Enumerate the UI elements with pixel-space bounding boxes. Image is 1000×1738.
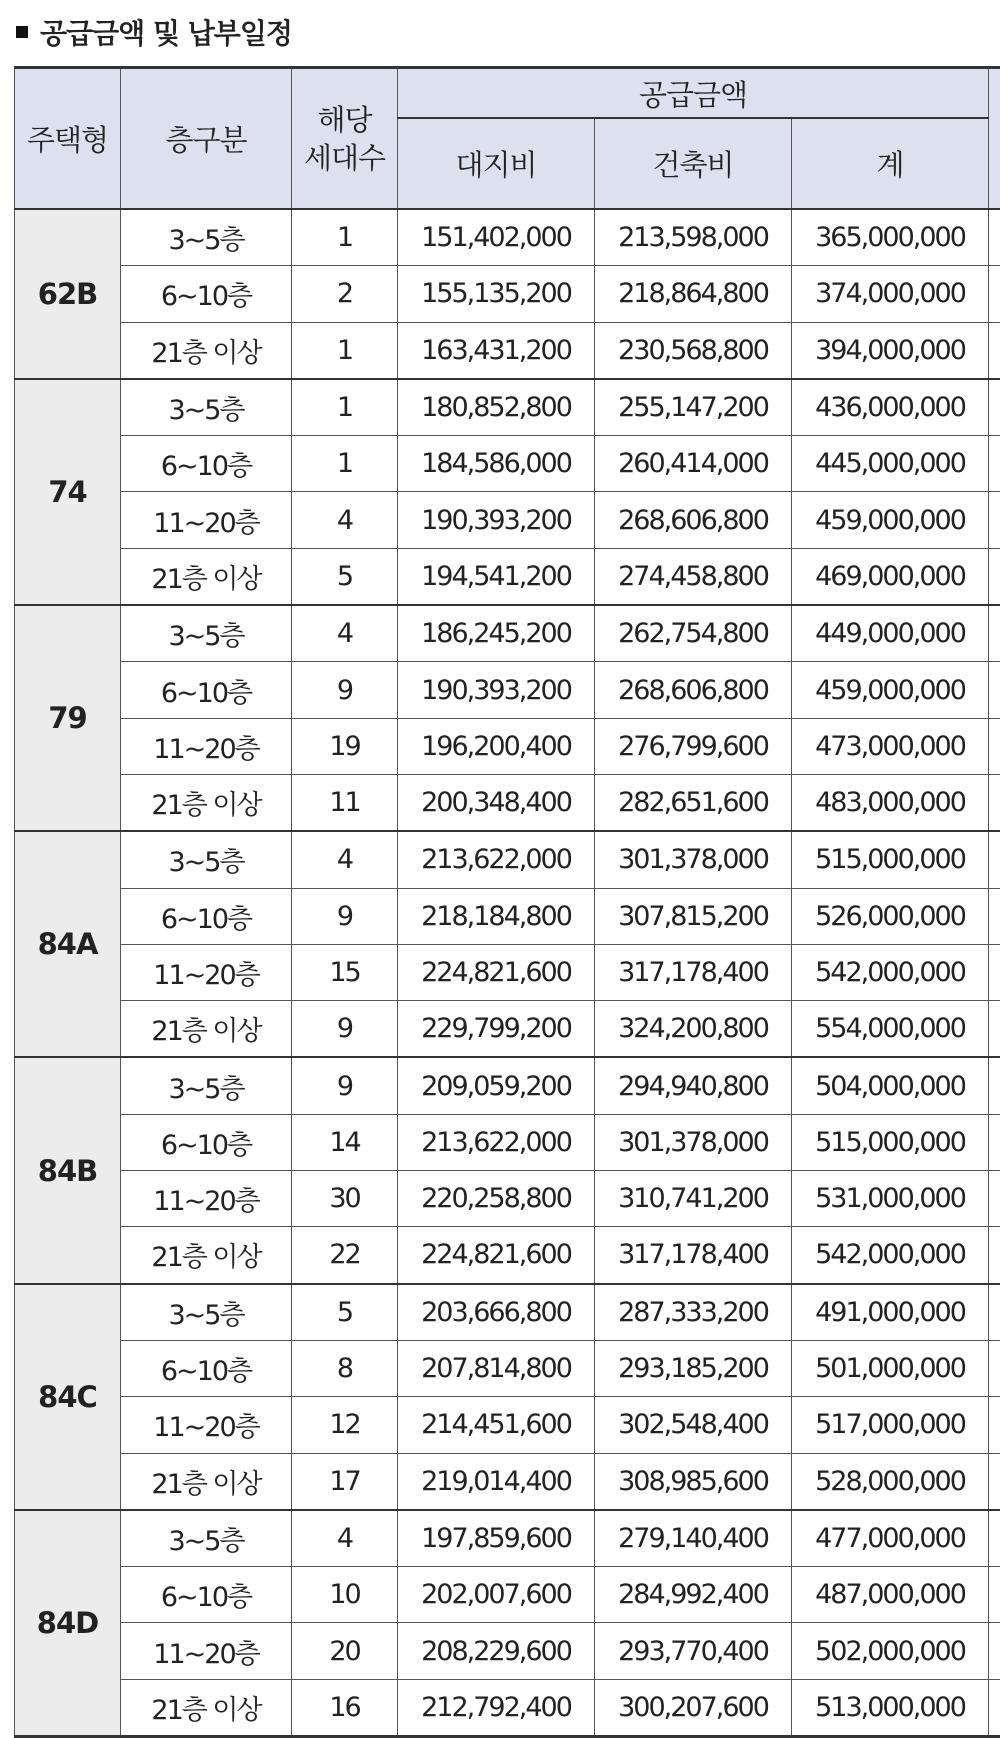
cell-type: 84C bbox=[15, 1284, 121, 1510]
cell-units: 1 bbox=[292, 322, 398, 379]
cell-floor: 3~5층 bbox=[121, 1057, 292, 1114]
cell-floor: 6~10층 bbox=[121, 888, 292, 944]
cell-cutoff bbox=[989, 266, 1000, 322]
cell-land: 202,007,600 bbox=[398, 1567, 595, 1623]
cell-floor: 21층 이상 bbox=[121, 1453, 292, 1510]
cell-total: 501,000,000 bbox=[792, 1340, 989, 1396]
cell-units: 9 bbox=[292, 662, 398, 718]
table-row bbox=[15, 1001, 1000, 1058]
table-row bbox=[15, 548, 1000, 605]
section-title: 공급금액 및 납부일정 bbox=[40, 17, 292, 50]
cell-floor: 6~10층 bbox=[121, 266, 292, 322]
cell-floor: 6~10층 bbox=[121, 1340, 292, 1396]
cell-units: 4 bbox=[292, 831, 398, 888]
cell-building: 284,992,400 bbox=[595, 1567, 792, 1623]
cell-land: 196,200,400 bbox=[398, 718, 595, 774]
cell-building: 310,741,200 bbox=[595, 1171, 792, 1227]
cell-floor: 3~5층 bbox=[121, 605, 292, 662]
cell-building: 274,458,800 bbox=[595, 548, 792, 605]
cell-total: 449,000,000 bbox=[792, 605, 989, 662]
cell-floor: 3~5층 bbox=[121, 379, 292, 436]
cell-land: 186,245,200 bbox=[398, 605, 595, 662]
table-body bbox=[15, 209, 1000, 1737]
cell-total: 513,000,000 bbox=[792, 1679, 989, 1736]
cell-building: 294,940,800 bbox=[595, 1057, 792, 1114]
square-bullet-icon bbox=[16, 26, 28, 38]
cell-land: 213,622,000 bbox=[398, 831, 595, 888]
cell-total: 473,000,000 bbox=[792, 718, 989, 774]
table-row bbox=[15, 209, 1000, 266]
table-row bbox=[15, 379, 1000, 436]
cell-floor: 6~10층 bbox=[121, 1567, 292, 1623]
cell-total: 483,000,000 bbox=[792, 774, 989, 831]
cell-land: 180,852,800 bbox=[398, 379, 595, 436]
table-row bbox=[15, 1227, 1000, 1284]
cell-units: 30 bbox=[292, 1171, 398, 1227]
cell-total: 517,000,000 bbox=[792, 1397, 989, 1453]
section-heading bbox=[16, 12, 292, 52]
cell-building: 293,185,200 bbox=[595, 1340, 792, 1396]
table-row bbox=[15, 1171, 1000, 1227]
cell-land: 218,184,800 bbox=[398, 888, 595, 944]
cell-total: 459,000,000 bbox=[792, 662, 989, 718]
table-row bbox=[15, 1567, 1000, 1623]
cell-units: 15 bbox=[292, 944, 398, 1000]
cell-land: 224,821,600 bbox=[398, 944, 595, 1000]
cell-land: 203,666,800 bbox=[398, 1284, 595, 1341]
cell-type: 62B bbox=[15, 209, 121, 379]
cell-total: 542,000,000 bbox=[792, 1227, 989, 1284]
header-units-label: 해당 세대수 bbox=[303, 102, 386, 175]
cell-cutoff bbox=[989, 831, 1000, 888]
cell-building: 300,207,600 bbox=[595, 1679, 792, 1736]
table-row bbox=[15, 1114, 1000, 1170]
cell-land: 208,229,600 bbox=[398, 1623, 595, 1679]
cell-units: 11 bbox=[292, 774, 398, 831]
cell-units: 9 bbox=[292, 888, 398, 944]
table-row bbox=[15, 1340, 1000, 1396]
cell-building: 317,178,400 bbox=[595, 944, 792, 1000]
table-row bbox=[15, 492, 1000, 548]
cell-building: 308,985,600 bbox=[595, 1453, 792, 1510]
cell-total: 515,000,000 bbox=[792, 1114, 989, 1170]
cell-cutoff bbox=[989, 1001, 1000, 1058]
cell-units: 16 bbox=[292, 1679, 398, 1736]
cell-land: 200,348,400 bbox=[398, 774, 595, 831]
cell-floor: 11~20층 bbox=[121, 1397, 292, 1453]
cell-building: 279,140,400 bbox=[595, 1510, 792, 1567]
cell-land: 207,814,800 bbox=[398, 1340, 595, 1396]
cell-land: 184,586,000 bbox=[398, 436, 595, 492]
cell-land: 220,258,800 bbox=[398, 1171, 595, 1227]
cell-floor: 11~20층 bbox=[121, 944, 292, 1000]
cell-cutoff bbox=[989, 209, 1000, 266]
table-row bbox=[15, 944, 1000, 1000]
cell-cutoff bbox=[989, 888, 1000, 944]
cell-units: 5 bbox=[292, 548, 398, 605]
cell-land: 197,859,600 bbox=[398, 1510, 595, 1567]
cell-cutoff bbox=[989, 774, 1000, 831]
table-row bbox=[15, 322, 1000, 379]
cell-building: 302,548,400 bbox=[595, 1397, 792, 1453]
table-row bbox=[15, 1453, 1000, 1510]
cell-cutoff bbox=[989, 605, 1000, 662]
cell-land: 212,792,400 bbox=[398, 1679, 595, 1736]
cell-cutoff bbox=[989, 1227, 1000, 1284]
cell-units: 22 bbox=[292, 1227, 398, 1284]
header-supply-group: 공급금액 bbox=[398, 68, 989, 119]
table-row bbox=[15, 1284, 1000, 1341]
cell-units: 9 bbox=[292, 1057, 398, 1114]
cell-total: 445,000,000 bbox=[792, 436, 989, 492]
cell-total: 528,000,000 bbox=[792, 1453, 989, 1510]
cell-building: 301,378,000 bbox=[595, 1114, 792, 1170]
cell-cutoff bbox=[989, 1623, 1000, 1679]
cell-building: 260,414,000 bbox=[595, 436, 792, 492]
cell-cutoff bbox=[989, 944, 1000, 1000]
header-type: 주택형 bbox=[15, 68, 121, 210]
cell-building: 255,147,200 bbox=[595, 379, 792, 436]
cell-floor: 6~10층 bbox=[121, 1114, 292, 1170]
table-row bbox=[15, 774, 1000, 831]
cell-land: 229,799,200 bbox=[398, 1001, 595, 1058]
cell-floor: 3~5층 bbox=[121, 1284, 292, 1341]
table-row bbox=[15, 1397, 1000, 1453]
cell-floor: 11~20층 bbox=[121, 1623, 292, 1679]
table-header bbox=[15, 68, 1000, 210]
header-land: 대지비 bbox=[398, 118, 595, 209]
cell-units: 1 bbox=[292, 436, 398, 492]
cell-units: 2 bbox=[292, 266, 398, 322]
cell-floor: 21층 이상 bbox=[121, 548, 292, 605]
cell-land: 194,541,200 bbox=[398, 548, 595, 605]
cell-building: 293,770,400 bbox=[595, 1623, 792, 1679]
cell-cutoff bbox=[989, 1171, 1000, 1227]
table-row bbox=[15, 662, 1000, 718]
cell-total: 374,000,000 bbox=[792, 266, 989, 322]
cell-land: 219,014,400 bbox=[398, 1453, 595, 1510]
cell-type: 84D bbox=[15, 1510, 121, 1737]
cell-units: 20 bbox=[292, 1623, 398, 1679]
cell-units: 1 bbox=[292, 209, 398, 266]
cell-land: 224,821,600 bbox=[398, 1227, 595, 1284]
cell-building: 307,815,200 bbox=[595, 888, 792, 944]
table-row bbox=[15, 436, 1000, 492]
cell-units: 4 bbox=[292, 605, 398, 662]
cell-cutoff bbox=[989, 1057, 1000, 1114]
cell-cutoff bbox=[989, 1679, 1000, 1736]
cell-total: 459,000,000 bbox=[792, 492, 989, 548]
cell-cutoff bbox=[989, 322, 1000, 379]
cell-units: 9 bbox=[292, 1001, 398, 1058]
cell-land: 214,451,600 bbox=[398, 1397, 595, 1453]
header-building: 건축비 bbox=[595, 118, 792, 209]
cell-land: 190,393,200 bbox=[398, 492, 595, 548]
cell-total: 526,000,000 bbox=[792, 888, 989, 944]
cell-total: 515,000,000 bbox=[792, 831, 989, 888]
header-floor: 층구분 bbox=[121, 68, 292, 210]
cell-building: 287,333,200 bbox=[595, 1284, 792, 1341]
table-row bbox=[15, 605, 1000, 662]
cell-cutoff bbox=[989, 379, 1000, 436]
cell-total: 477,000,000 bbox=[792, 1510, 989, 1567]
cell-total: 542,000,000 bbox=[792, 944, 989, 1000]
cell-building: 230,568,800 bbox=[595, 322, 792, 379]
cell-cutoff bbox=[989, 1114, 1000, 1170]
header-total: 계 bbox=[792, 118, 989, 209]
cell-building: 268,606,800 bbox=[595, 662, 792, 718]
cell-building: 324,200,800 bbox=[595, 1001, 792, 1058]
cell-units: 1 bbox=[292, 379, 398, 436]
cell-floor: 21층 이상 bbox=[121, 774, 292, 831]
cell-land: 155,135,200 bbox=[398, 266, 595, 322]
cell-floor: 3~5층 bbox=[121, 209, 292, 266]
cell-floor: 6~10층 bbox=[121, 436, 292, 492]
cell-type: 84B bbox=[15, 1057, 121, 1283]
cell-cutoff bbox=[989, 1397, 1000, 1453]
cell-floor: 21층 이상 bbox=[121, 1679, 292, 1736]
table-row bbox=[15, 888, 1000, 944]
cell-total: 487,000,000 bbox=[792, 1567, 989, 1623]
cell-total: 554,000,000 bbox=[792, 1001, 989, 1058]
table-row bbox=[15, 266, 1000, 322]
cell-floor: 11~20층 bbox=[121, 1171, 292, 1227]
cell-floor: 3~5층 bbox=[121, 831, 292, 888]
cell-cutoff bbox=[989, 548, 1000, 605]
cell-land: 151,402,000 bbox=[398, 209, 595, 266]
header-cutoff bbox=[989, 68, 1000, 210]
cell-building: 276,799,600 bbox=[595, 718, 792, 774]
cell-cutoff bbox=[989, 1567, 1000, 1623]
cell-total: 531,000,000 bbox=[792, 1171, 989, 1227]
table-row bbox=[15, 1057, 1000, 1114]
cell-cutoff bbox=[989, 662, 1000, 718]
cell-total: 394,000,000 bbox=[792, 322, 989, 379]
cell-cutoff bbox=[989, 492, 1000, 548]
cell-building: 213,598,000 bbox=[595, 209, 792, 266]
cell-total: 365,000,000 bbox=[792, 209, 989, 266]
cell-cutoff bbox=[989, 718, 1000, 774]
header-units bbox=[292, 68, 398, 210]
cell-building: 268,606,800 bbox=[595, 492, 792, 548]
cell-units: 8 bbox=[292, 1340, 398, 1396]
cell-cutoff bbox=[989, 1453, 1000, 1510]
cell-total: 504,000,000 bbox=[792, 1057, 989, 1114]
cell-building: 301,378,000 bbox=[595, 831, 792, 888]
cell-land: 209,059,200 bbox=[398, 1057, 595, 1114]
cell-cutoff bbox=[989, 436, 1000, 492]
cell-building: 317,178,400 bbox=[595, 1227, 792, 1284]
cell-building: 282,651,600 bbox=[595, 774, 792, 831]
cell-floor: 3~5층 bbox=[121, 1510, 292, 1567]
cell-total: 469,000,000 bbox=[792, 548, 989, 605]
cell-type: 74 bbox=[15, 379, 121, 605]
cell-units: 12 bbox=[292, 1397, 398, 1453]
cell-units: 4 bbox=[292, 492, 398, 548]
cell-type: 79 bbox=[15, 605, 121, 831]
cell-building: 262,754,800 bbox=[595, 605, 792, 662]
cell-cutoff bbox=[989, 1284, 1000, 1341]
table-row bbox=[15, 718, 1000, 774]
cell-land: 163,431,200 bbox=[398, 322, 595, 379]
table-row bbox=[15, 831, 1000, 888]
table-row bbox=[15, 1679, 1000, 1736]
table-row bbox=[15, 1623, 1000, 1679]
cell-floor: 6~10층 bbox=[121, 662, 292, 718]
cell-units: 5 bbox=[292, 1284, 398, 1341]
cell-floor: 11~20층 bbox=[121, 492, 292, 548]
cell-type: 84A bbox=[15, 831, 121, 1057]
cell-units: 10 bbox=[292, 1567, 398, 1623]
cell-cutoff bbox=[989, 1510, 1000, 1567]
table-row bbox=[15, 1510, 1000, 1567]
cell-total: 502,000,000 bbox=[792, 1623, 989, 1679]
cell-cutoff bbox=[989, 1340, 1000, 1396]
cell-units: 4 bbox=[292, 1510, 398, 1567]
cell-units: 14 bbox=[292, 1114, 398, 1170]
cell-units: 17 bbox=[292, 1453, 398, 1510]
cell-floor: 21층 이상 bbox=[121, 322, 292, 379]
cell-floor: 21층 이상 bbox=[121, 1001, 292, 1058]
cell-floor: 21층 이상 bbox=[121, 1227, 292, 1284]
cell-building: 218,864,800 bbox=[595, 266, 792, 322]
supply-price-table bbox=[14, 66, 1000, 1738]
cell-land: 190,393,200 bbox=[398, 662, 595, 718]
cell-total: 436,000,000 bbox=[792, 379, 989, 436]
cell-floor: 11~20층 bbox=[121, 718, 292, 774]
cell-units: 19 bbox=[292, 718, 398, 774]
cell-total: 491,000,000 bbox=[792, 1284, 989, 1341]
cell-land: 213,622,000 bbox=[398, 1114, 595, 1170]
